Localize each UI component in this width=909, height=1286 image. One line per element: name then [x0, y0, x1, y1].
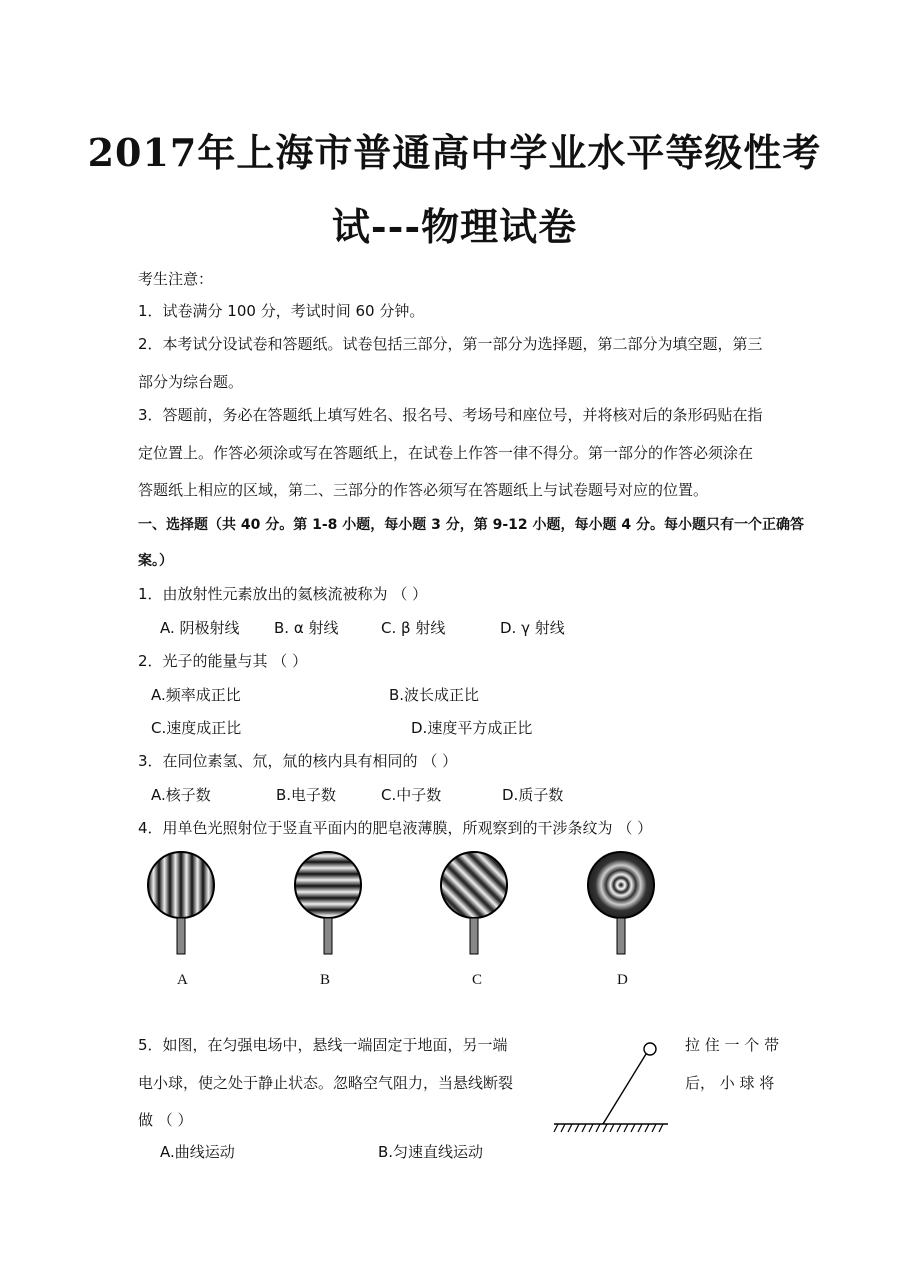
- charged-ball-diagram: [548, 1036, 674, 1140]
- q5-stem-left-2: 电小球，使之处于静止状态。忽略空气阻力，当悬线断裂: [138, 1074, 514, 1092]
- paper-title-line1: 2017年上海市普通高中学业水平等级性考: [87, 130, 822, 175]
- q1-option-c[interactable]: C. β 射线: [381, 619, 446, 637]
- section1-heading-cont: 案。）: [138, 553, 173, 569]
- fringe-label-d: D: [617, 972, 628, 988]
- q5-stem-right-2: 后， 小 球 将: [685, 1074, 775, 1092]
- section1-heading: 一、选择题（共 40 分。第 1-8 小题，每小题 3 分，第 9-12 小题，每小题 4 分。每小题只有一个正确答: [138, 517, 805, 533]
- q1-option-b[interactable]: B. α 射线: [274, 619, 339, 637]
- q2-option-c[interactable]: C.速度成正比: [151, 719, 242, 737]
- q1-stem: 1．由放射性元素放出的氦核流被称为 （ ）: [138, 585, 428, 603]
- q5-option-b[interactable]: B.匀速直线运动: [378, 1143, 484, 1161]
- q5-stem-3: 做 （ ）: [138, 1111, 193, 1129]
- q5-stem-right-1: 拉 住 一 个 带: [685, 1036, 780, 1054]
- q4-stem: 4．用单色光照射位于竖直平面内的肥皂液薄膜，所观察到的干涉条纹为 （ ）: [138, 819, 653, 837]
- notice-item-1: 1．试卷满分 100 分，考试时间 60 分钟。: [138, 302, 425, 320]
- q2-option-b[interactable]: B.波长成正比: [389, 686, 480, 704]
- notice-item-2-cont: 部分为综台题。: [138, 373, 244, 391]
- q3-option-b[interactable]: B.电子数: [276, 786, 337, 804]
- q2-stem: 2．光子的能量与其 （ ）: [138, 652, 308, 670]
- notice-item-3-cont1: 定位置上。作答必须涂或写在答题纸上，在试卷上作答一律不得分。第一部分的作答必须涂在: [138, 444, 754, 462]
- fringe-figure-c[interactable]: [433, 850, 523, 960]
- q2-option-d[interactable]: D.速度平方成正比: [411, 719, 533, 737]
- q5-option-a[interactable]: A.曲线运动: [160, 1143, 235, 1161]
- q5-stem-left-1: 5．如图，在匀强电场中，悬线一端固定于地面，另一端: [138, 1036, 508, 1054]
- notice-item-3: 3．答题前，务必在答题纸上填写姓名、报名号、考场号和座位号，并将核对后的条形码贴在指: [138, 406, 763, 424]
- fringe-label-b: B: [320, 972, 331, 988]
- q1-option-a[interactable]: A. 阴极射线: [160, 619, 240, 637]
- q3-stem: 3．在同位素氢、氘，氚的核内具有相同的 （ ）: [138, 752, 458, 770]
- fringe-figure-a[interactable]: [140, 850, 230, 960]
- fringe-label-c: C: [472, 972, 483, 988]
- fringe-figure-d[interactable]: [580, 850, 670, 960]
- q3-option-d[interactable]: D.质子数: [502, 786, 564, 804]
- fringe-figure-b[interactable]: [287, 850, 377, 960]
- paper-title-line2: 试---物理试卷: [331, 204, 578, 249]
- q2-option-a[interactable]: A.频率成正比: [151, 686, 241, 704]
- q1-option-d[interactable]: D. γ 射线: [500, 619, 565, 637]
- q3-option-c[interactable]: C.中子数: [381, 786, 442, 804]
- notice-heading: 考生注意：: [138, 270, 214, 288]
- notice-item-3-cont2: 答题纸上相应的区域，第二、三部分的作答必须写在答题纸上与试卷题号对应的位置。: [138, 481, 709, 499]
- fringe-label-a: A: [177, 972, 188, 988]
- q3-option-a[interactable]: A.核子数: [151, 786, 211, 804]
- notice-item-2: 2．本考试分设试卷和答题纸。试卷包括三部分，第一部分为选择题，第二部分为填空题，第三: [138, 335, 763, 353]
